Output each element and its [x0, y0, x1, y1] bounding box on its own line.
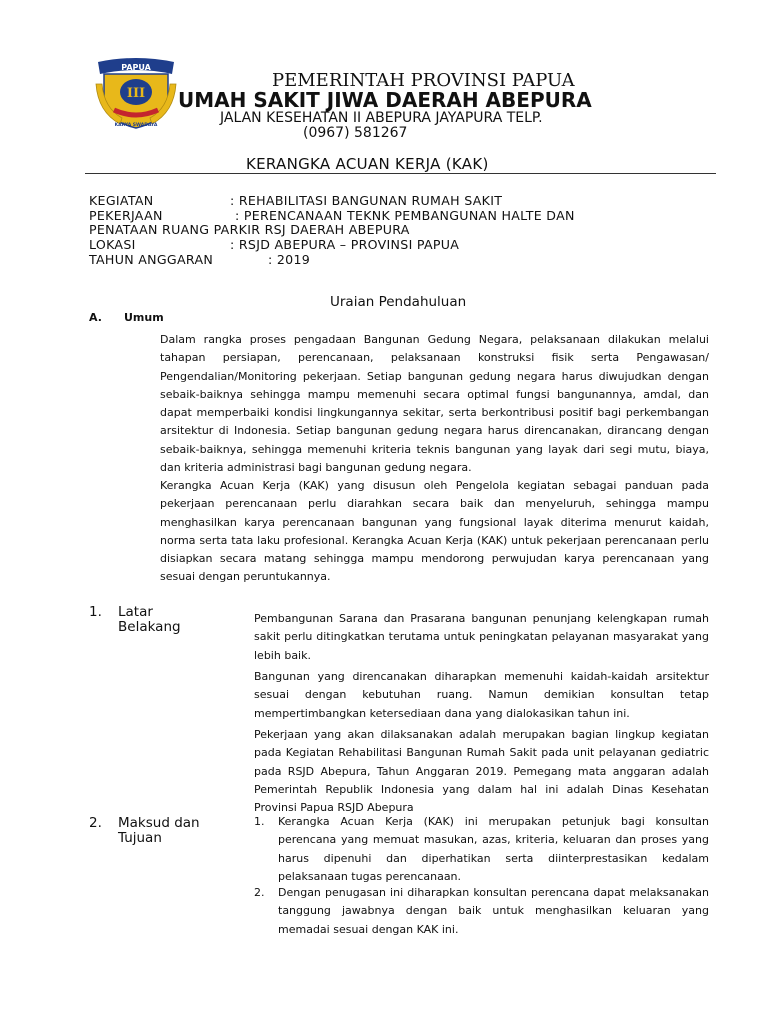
- tujuan-item-1-text: Kerangka Acuan Kerja (KAK) ini merupakan petunjuk bagi konsultan perencana yang memuat masukan, azas, kriteria, keluaran dan proses yang harus dipenuhi dan diperhatikan serta diinterprestasikan kedalam pelaksanaan tugas perencanaan.: [278, 815, 709, 883]
- pekerjaan-value: : PERENCANAAN TEKNK PEMBANGUNAN HALTE DAN: [235, 208, 575, 223]
- document-title: KERANGKA ACUAN KERJA (KAK): [246, 155, 489, 173]
- section-2-title-line2: Tujuan: [118, 830, 162, 846]
- kegiatan-label: KEGIATAN: [89, 193, 154, 208]
- section-1-title-line2: Belakang: [118, 619, 181, 635]
- umum-paragraph-2: Kerangka Acuan Kerja (KAK) yang disusun oleh Pengelola kegiatan sebagai panduan pada pekerjaan perencanaan perlu diarahkan secara baik dan menyeluruh, sehingga mampu menghasilkan karya perencanaan bangunan yang fungsional layak diterima menurut kaidah, norma serta tata laku profesional. Kerangka Acuan Kerja (KAK) untuk pekerjaan perencanaan perlu disiapkan secara matang sehingga mampu mendorong perwujudan karya perencanaan yang sesuai dengan peruntukannya.: [160, 479, 709, 584]
- kegiatan-value: : REHABILITASI BANGUNAN RUMAH SAKIT: [230, 193, 503, 208]
- pekerjaan-continuation: PENATAAN RUANG PARKIR RSJ DAERAH ABEPURA: [89, 222, 410, 237]
- hospital-address: JALAN KESEHATAN II ABEPURA JAYAPURA TELP.: [220, 110, 543, 126]
- title-divider: [85, 173, 716, 174]
- tujuan-item-2-text: Dengan penugasan ini diharapkan konsultan perencana dapat melaksanakan tanggung jawabnya dengan baik untuk menghasilkan keluaran yang memadai sesuai dengan KAK ini.: [278, 886, 709, 936]
- lokasi-value: : RSJD ABEPURA – PROVINSI PAPUA: [230, 237, 460, 252]
- section-2-title-line1: Maksud dan: [118, 815, 200, 831]
- section-subtitle: Uraian Pendahuluan: [330, 294, 467, 310]
- section-1-number: 1.: [89, 604, 102, 620]
- tahun-anggaran-value: : 2019: [268, 252, 311, 267]
- logo-banner-text: PAPUA: [121, 63, 151, 72]
- government-heading: PEMERINTAH PROVINSI PAPUA: [272, 70, 575, 91]
- tujuan-item-2-number: 2.: [254, 886, 265, 899]
- section-2-number: 2.: [89, 815, 102, 831]
- latar-paragraph-2: Bangunan yang direncanakan diharapkan memenuhi kaidah-kaidah arsitektur sesuai dengan kebutuhan ruang. Namun demikian konsultan tetap mempertimbangkan ketersediaan dana yang dialokasikan tahun ini.: [254, 670, 709, 720]
- tujuan-item-1-number: 1.: [254, 815, 265, 828]
- latar-paragraph-3: Pekerjaan yang akan dilaksanakan adalah merupakan bagian lingkup kegiatan pada Kegiatan Rehabilitasi Bangunan Rumah Sakit pada unit pelayanan gediatric pada RSJD Abepura, Tahun Anggaran 2019. Pemegang mata anggaran adalah Pemerintah Republik Indonesia yang dalam hal ini adalah Dinas Kesehatan Provinsi Papua RSJD Abepura: [254, 728, 709, 815]
- latar-paragraph-1: Pembangunan Sarana dan Prasarana bangunan penunjang kelengkapan rumah sakit perlu ditingkatkan terutama untuk peningkatan pelayanan masyarakat yang lebih baik.: [254, 612, 709, 662]
- tahun-anggaran-label: TAHUN ANGGARAN: [89, 252, 214, 267]
- svg-text:III: III: [126, 86, 146, 101]
- hospital-name: UMAH SAKIT JIWA DAERAH ABEPURA: [178, 88, 592, 112]
- hospital-phone: (0967) 581267: [303, 125, 408, 141]
- section-a-number: A.: [89, 311, 102, 324]
- papua-emblem-logo: [92, 54, 180, 130]
- umum-paragraph-1: Dalam rangka proses pengadaan Bangunan Gedung Negara, pelaksanaan dilakukan melalui tahapan persiapan, perencanaan, pelaksanaan konstruksi fisik serta Pengawasan/ Pengendalian/Monitoring pekerjaan. Setiap bangunan gedung negara harus diwujudkan dengan sebaik-baiknya sehingga mampu memenuhi secara optimal fungsi bangunannya, amdal, dan dapat memperbaiki kondisi lingkungannya sekitar, serta berkontribusi positif bagi perkembangan arsitektur di Indonesia. Setiap bangunan gedung negara harus direncanakan, dirancang dengan sebaik-baiknya, sehingga memenuhi kriteria teknis bangunan yang layak dari segi mutu, biaya, dan kriteria administrasi bagi bangunan gedung negara.: [160, 333, 709, 475]
- section-a-title: Umum: [124, 311, 164, 324]
- lokasi-label: LOKASI: [89, 237, 136, 252]
- section-1-title-line1: Latar: [118, 604, 153, 620]
- pekerjaan-label: PEKERJAAN: [89, 208, 163, 223]
- logo-motto-text: KARYA SWADAYA: [114, 123, 158, 128]
